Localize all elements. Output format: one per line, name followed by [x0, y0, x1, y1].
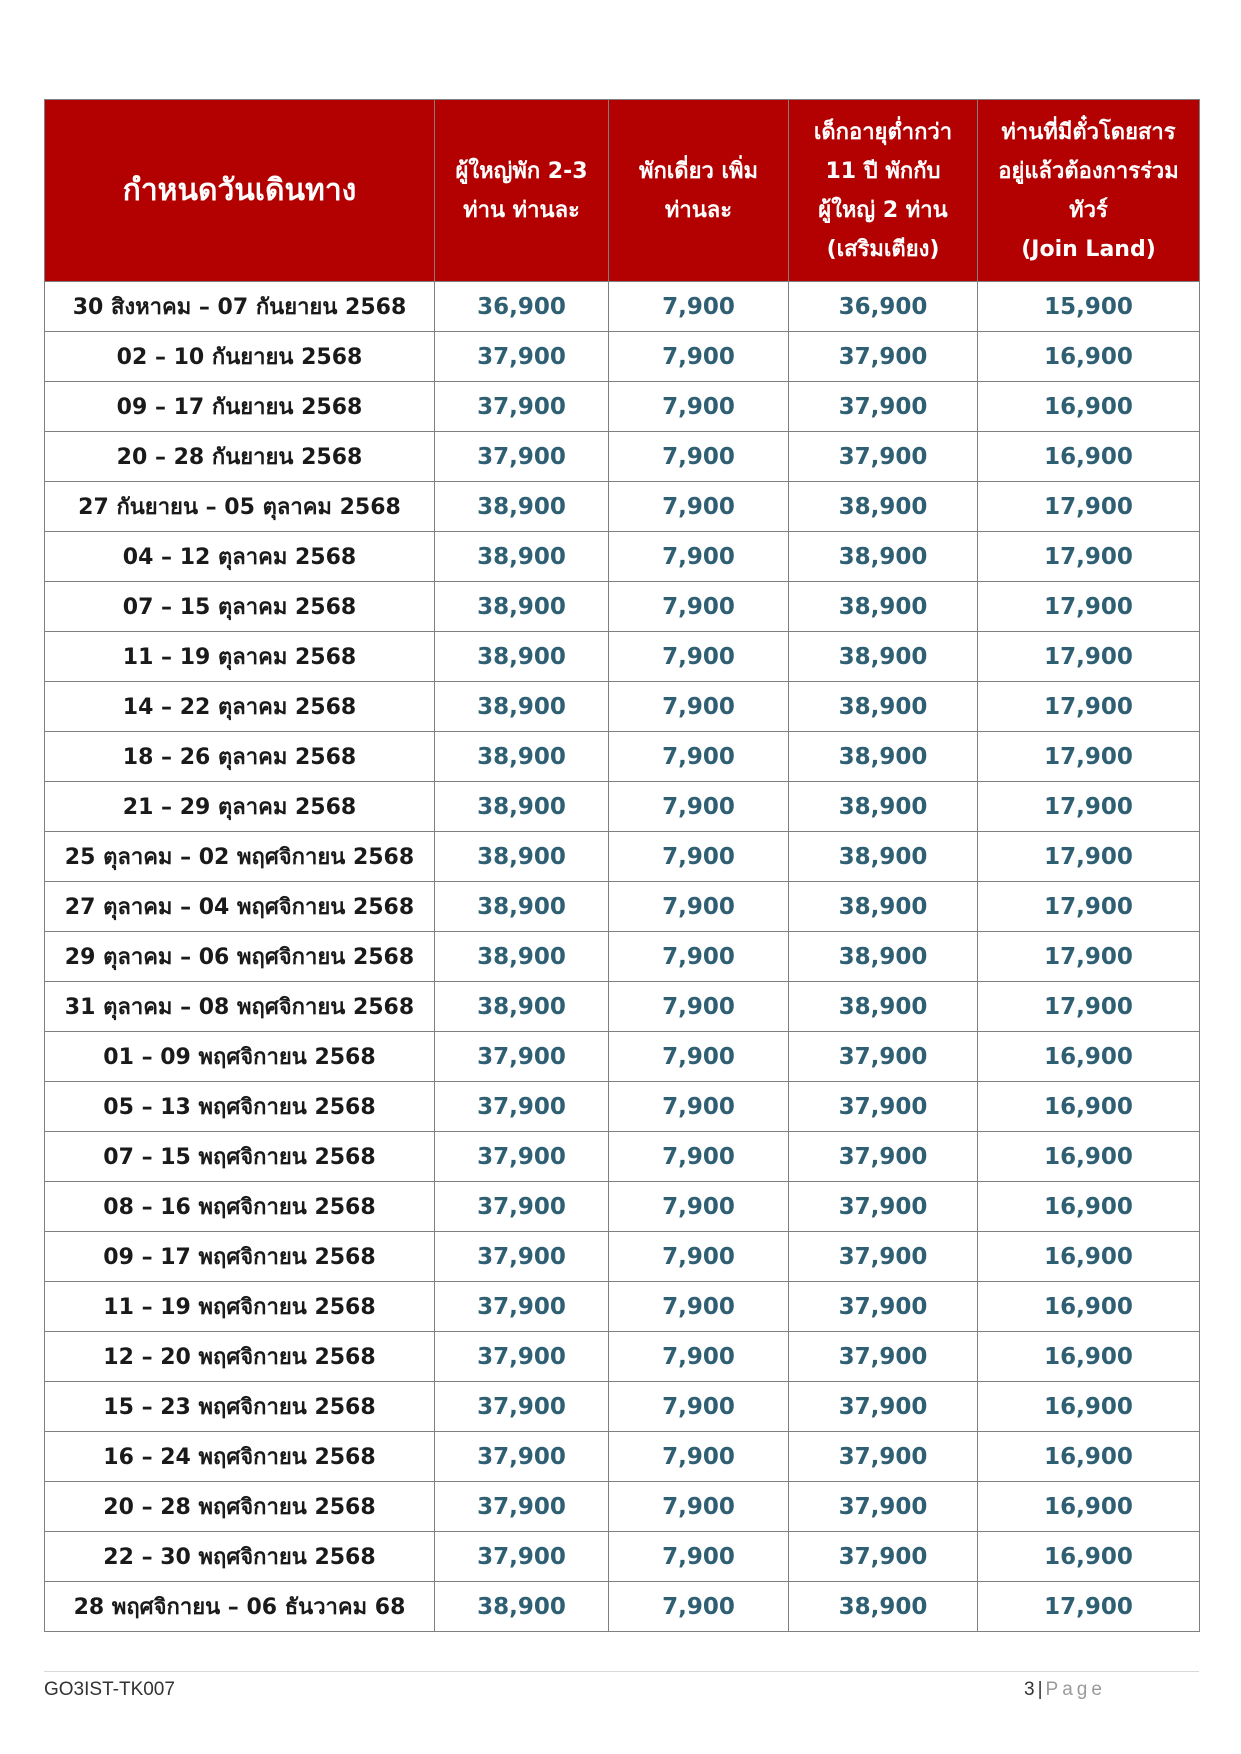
join-land-price-cell: 17,900 [978, 482, 1200, 532]
child-price-cell: 37,900 [789, 1282, 978, 1332]
join-land-price-cell: 16,900 [978, 1282, 1200, 1332]
adult-price-cell: 37,900 [435, 1032, 609, 1082]
travel-date-cell: 28 พฤศจิกายน – 06 ธันวาคม 68 [45, 1582, 435, 1632]
page-separator: | [1037, 1679, 1043, 1700]
travel-date-cell: 16 – 24 พฤศจิกายน 2568 [45, 1432, 435, 1482]
join-land-price-cell: 17,900 [978, 582, 1200, 632]
join-land-price-cell: 16,900 [978, 1532, 1200, 1582]
table-row [45, 632, 1200, 682]
travel-date-cell: 04 – 12 ตุลาคม 2568 [45, 532, 435, 582]
child-price-cell: 37,900 [789, 1082, 978, 1132]
single-supplement-cell: 7,900 [609, 932, 789, 982]
travel-date-cell: 11 – 19 พฤศจิกายน 2568 [45, 1282, 435, 1332]
join-land-price-cell: 17,900 [978, 982, 1200, 1032]
join-land-price-cell: 16,900 [978, 1032, 1200, 1082]
adult-price-cell: 37,900 [435, 382, 609, 432]
single-supplement-cell: 7,900 [609, 432, 789, 482]
child-price-cell: 37,900 [789, 1332, 978, 1382]
single-supplement-cell: 7,900 [609, 782, 789, 832]
single-supplement-cell: 7,900 [609, 632, 789, 682]
table-row [45, 1382, 1200, 1432]
single-supplement-cell: 7,900 [609, 682, 789, 732]
child-price-cell: 38,900 [789, 682, 978, 732]
child-price-cell: 37,900 [789, 1232, 978, 1282]
single-supplement-cell: 7,900 [609, 282, 789, 332]
travel-date-cell: 14 – 22 ตุลาคม 2568 [45, 682, 435, 732]
join-land-price-cell: 17,900 [978, 732, 1200, 782]
travel-date-cell: 27 กันยายน – 05 ตุลาคม 2568 [45, 482, 435, 532]
travel-date-cell: 20 – 28 พฤศจิกายน 2568 [45, 1482, 435, 1532]
travel-date-cell: 20 – 28 กันยายน 2568 [45, 432, 435, 482]
child-price-cell: 38,900 [789, 732, 978, 782]
join-land-price-cell: 17,900 [978, 632, 1200, 682]
child-price-cell: 38,900 [789, 482, 978, 532]
child-price-cell: 37,900 [789, 1182, 978, 1232]
child-price-cell: 38,900 [789, 782, 978, 832]
join-land-price-cell: 17,900 [978, 782, 1200, 832]
join-land-price-cell: 16,900 [978, 1382, 1200, 1432]
single-supplement-cell: 7,900 [609, 1132, 789, 1182]
child-price-cell: 37,900 [789, 1032, 978, 1082]
header-single-supplement: พักเดี่ยว เพิ่ม ท่านละ [609, 100, 789, 282]
adult-price-cell: 37,900 [435, 1132, 609, 1182]
join-land-price-cell: 17,900 [978, 682, 1200, 732]
child-price-cell: 36,900 [789, 282, 978, 332]
table-row [45, 1082, 1200, 1132]
travel-date-cell: 09 – 17 กันยายน 2568 [45, 382, 435, 432]
adult-price-cell: 37,900 [435, 1332, 609, 1382]
single-supplement-cell: 7,900 [609, 1332, 789, 1382]
child-price-cell: 37,900 [789, 1382, 978, 1432]
single-supplement-cell: 7,900 [609, 482, 789, 532]
travel-date-cell: 21 – 29 ตุลาคม 2568 [45, 782, 435, 832]
single-supplement-cell: 7,900 [609, 882, 789, 932]
child-price-cell: 37,900 [789, 1132, 978, 1182]
adult-price-cell: 38,900 [435, 732, 609, 782]
single-supplement-cell: 7,900 [609, 1032, 789, 1082]
table-body [45, 282, 1200, 1632]
single-supplement-cell: 7,900 [609, 582, 789, 632]
child-price-cell: 38,900 [789, 582, 978, 632]
travel-date-cell: 09 – 17 พฤศจิกายน 2568 [45, 1232, 435, 1282]
adult-price-cell: 38,900 [435, 782, 609, 832]
single-supplement-cell: 7,900 [609, 1182, 789, 1232]
adult-price-cell: 38,900 [435, 632, 609, 682]
join-land-price-cell: 16,900 [978, 1332, 1200, 1382]
join-land-price-cell: 17,900 [978, 832, 1200, 882]
single-supplement-cell: 7,900 [609, 832, 789, 882]
adult-price-cell: 37,900 [435, 1082, 609, 1132]
adult-price-cell: 36,900 [435, 282, 609, 332]
table-row [45, 1532, 1200, 1582]
travel-date-cell: 27 ตุลาคม – 04 พฤศจิกายน 2568 [45, 882, 435, 932]
adult-price-cell: 38,900 [435, 682, 609, 732]
adult-price-cell: 37,900 [435, 1432, 609, 1482]
table-row [45, 1432, 1200, 1482]
single-supplement-cell: 7,900 [609, 1382, 789, 1432]
travel-date-cell: 15 – 23 พฤศจิกายน 2568 [45, 1382, 435, 1432]
join-land-price-cell: 16,900 [978, 1432, 1200, 1482]
adult-price-cell: 37,900 [435, 432, 609, 482]
join-land-price-cell: 16,900 [978, 1082, 1200, 1132]
table-row [45, 1132, 1200, 1182]
price-schedule-table [44, 99, 1200, 1632]
adult-price-cell: 38,900 [435, 982, 609, 1032]
travel-date-cell: 07 – 15 พฤศจิกายน 2568 [45, 1132, 435, 1182]
adult-price-cell: 38,900 [435, 482, 609, 532]
single-supplement-cell: 7,900 [609, 1482, 789, 1532]
travel-date-cell: 11 – 19 ตุลาคม 2568 [45, 632, 435, 682]
travel-date-cell: 29 ตุลาคม – 06 พฤศจิกายน 2568 [45, 932, 435, 982]
single-supplement-cell: 7,900 [609, 982, 789, 1032]
table-row [45, 1482, 1200, 1532]
travel-date-cell: 02 – 10 กันยายน 2568 [45, 332, 435, 382]
join-land-price-cell: 17,900 [978, 932, 1200, 982]
adult-price-cell: 38,900 [435, 832, 609, 882]
header-adult-price: ผู้ใหญ่พัก 2-3 ท่าน ท่านละ [435, 100, 609, 282]
footer-divider [44, 1671, 1199, 1672]
travel-date-cell: 07 – 15 ตุลาคม 2568 [45, 582, 435, 632]
table-row [45, 1282, 1200, 1332]
table-row [45, 532, 1200, 582]
child-price-cell: 37,900 [789, 1432, 978, 1482]
join-land-price-cell: 16,900 [978, 1182, 1200, 1232]
table-row [45, 882, 1200, 932]
single-supplement-cell: 7,900 [609, 1432, 789, 1482]
child-price-cell: 37,900 [789, 332, 978, 382]
single-supplement-cell: 7,900 [609, 1232, 789, 1282]
join-land-price-cell: 16,900 [978, 382, 1200, 432]
header-travel-date: กำหนดวันเดินทาง [45, 100, 435, 282]
join-land-price-cell: 16,900 [978, 1132, 1200, 1182]
child-price-cell: 38,900 [789, 1582, 978, 1632]
join-land-price-cell: 16,900 [978, 332, 1200, 382]
adult-price-cell: 37,900 [435, 1532, 609, 1582]
child-price-cell: 37,900 [789, 1482, 978, 1532]
single-supplement-cell: 7,900 [609, 1532, 789, 1582]
adult-price-cell: 38,900 [435, 932, 609, 982]
header-child-price: เด็กอายุต่ำกว่า 11 ปี พักกับ ผู้ใหญ่ 2 ท่าน (เสริมเตียง) [789, 100, 978, 282]
travel-date-cell: 01 – 09 พฤศจิกายน 2568 [45, 1032, 435, 1082]
child-price-cell: 37,900 [789, 432, 978, 482]
table-row [45, 482, 1200, 532]
table-row [45, 982, 1200, 1032]
table-row [45, 732, 1200, 782]
adult-price-cell: 38,900 [435, 1582, 609, 1632]
child-price-cell: 37,900 [789, 382, 978, 432]
child-price-cell: 38,900 [789, 882, 978, 932]
table-row [45, 1032, 1200, 1082]
join-land-price-cell: 15,900 [978, 282, 1200, 332]
page-word: Page [1045, 1679, 1106, 1700]
travel-date-cell: 22 – 30 พฤศจิกายน 2568 [45, 1532, 435, 1582]
page-number: 3 [1024, 1679, 1035, 1700]
footer-document-code: GO3IST-TK007 [44, 1679, 175, 1700]
join-land-price-cell: 17,900 [978, 532, 1200, 582]
table-row [45, 432, 1200, 482]
adult-price-cell: 38,900 [435, 532, 609, 582]
child-price-cell: 37,900 [789, 1532, 978, 1582]
travel-date-cell: 30 สิงหาคม – 07 กันยายน 2568 [45, 282, 435, 332]
table-row [45, 932, 1200, 982]
adult-price-cell: 38,900 [435, 882, 609, 932]
table-header-row [45, 100, 1200, 282]
travel-date-cell: 05 – 13 พฤศจิกายน 2568 [45, 1082, 435, 1132]
single-supplement-cell: 7,900 [609, 1082, 789, 1132]
table-row [45, 682, 1200, 732]
table-row [45, 582, 1200, 632]
table-row [45, 1182, 1200, 1232]
travel-date-cell: 08 – 16 พฤศจิกายน 2568 [45, 1182, 435, 1232]
adult-price-cell: 37,900 [435, 1182, 609, 1232]
single-supplement-cell: 7,900 [609, 332, 789, 382]
single-supplement-cell: 7,900 [609, 382, 789, 432]
table-row [45, 332, 1200, 382]
join-land-price-cell: 17,900 [978, 882, 1200, 932]
child-price-cell: 38,900 [789, 632, 978, 682]
table-row [45, 1582, 1200, 1632]
child-price-cell: 38,900 [789, 832, 978, 882]
join-land-price-cell: 17,900 [978, 1582, 1200, 1632]
single-supplement-cell: 7,900 [609, 532, 789, 582]
single-supplement-cell: 7,900 [609, 1282, 789, 1332]
join-land-price-cell: 16,900 [978, 1482, 1200, 1532]
travel-date-cell: 31 ตุลาคม – 08 พฤศจิกายน 2568 [45, 982, 435, 1032]
table-row [45, 1232, 1200, 1282]
adult-price-cell: 37,900 [435, 1232, 609, 1282]
adult-price-cell: 37,900 [435, 1282, 609, 1332]
travel-date-cell: 18 – 26 ตุลาคม 2568 [45, 732, 435, 782]
table-row [45, 282, 1200, 332]
travel-date-cell: 12 – 20 พฤศจิกายน 2568 [45, 1332, 435, 1382]
child-price-cell: 38,900 [789, 532, 978, 582]
table-row [45, 832, 1200, 882]
travel-date-cell: 25 ตุลาคม – 02 พฤศจิกายน 2568 [45, 832, 435, 882]
single-supplement-cell: 7,900 [609, 1582, 789, 1632]
header-join-land-price: ท่านที่มีตั๋วโดยสาร อยู่แล้วต้องการร่วม ทัวร์ (Join Land) [978, 100, 1200, 282]
footer-page-indicator [1024, 1679, 1106, 1701]
adult-price-cell: 37,900 [435, 332, 609, 382]
single-supplement-cell: 7,900 [609, 732, 789, 782]
adult-price-cell: 37,900 [435, 1382, 609, 1432]
adult-price-cell: 37,900 [435, 1482, 609, 1532]
table-row [45, 1332, 1200, 1382]
join-land-price-cell: 16,900 [978, 432, 1200, 482]
child-price-cell: 38,900 [789, 932, 978, 982]
adult-price-cell: 38,900 [435, 582, 609, 632]
join-land-price-cell: 16,900 [978, 1232, 1200, 1282]
table-row [45, 782, 1200, 832]
table-row [45, 382, 1200, 432]
child-price-cell: 38,900 [789, 982, 978, 1032]
